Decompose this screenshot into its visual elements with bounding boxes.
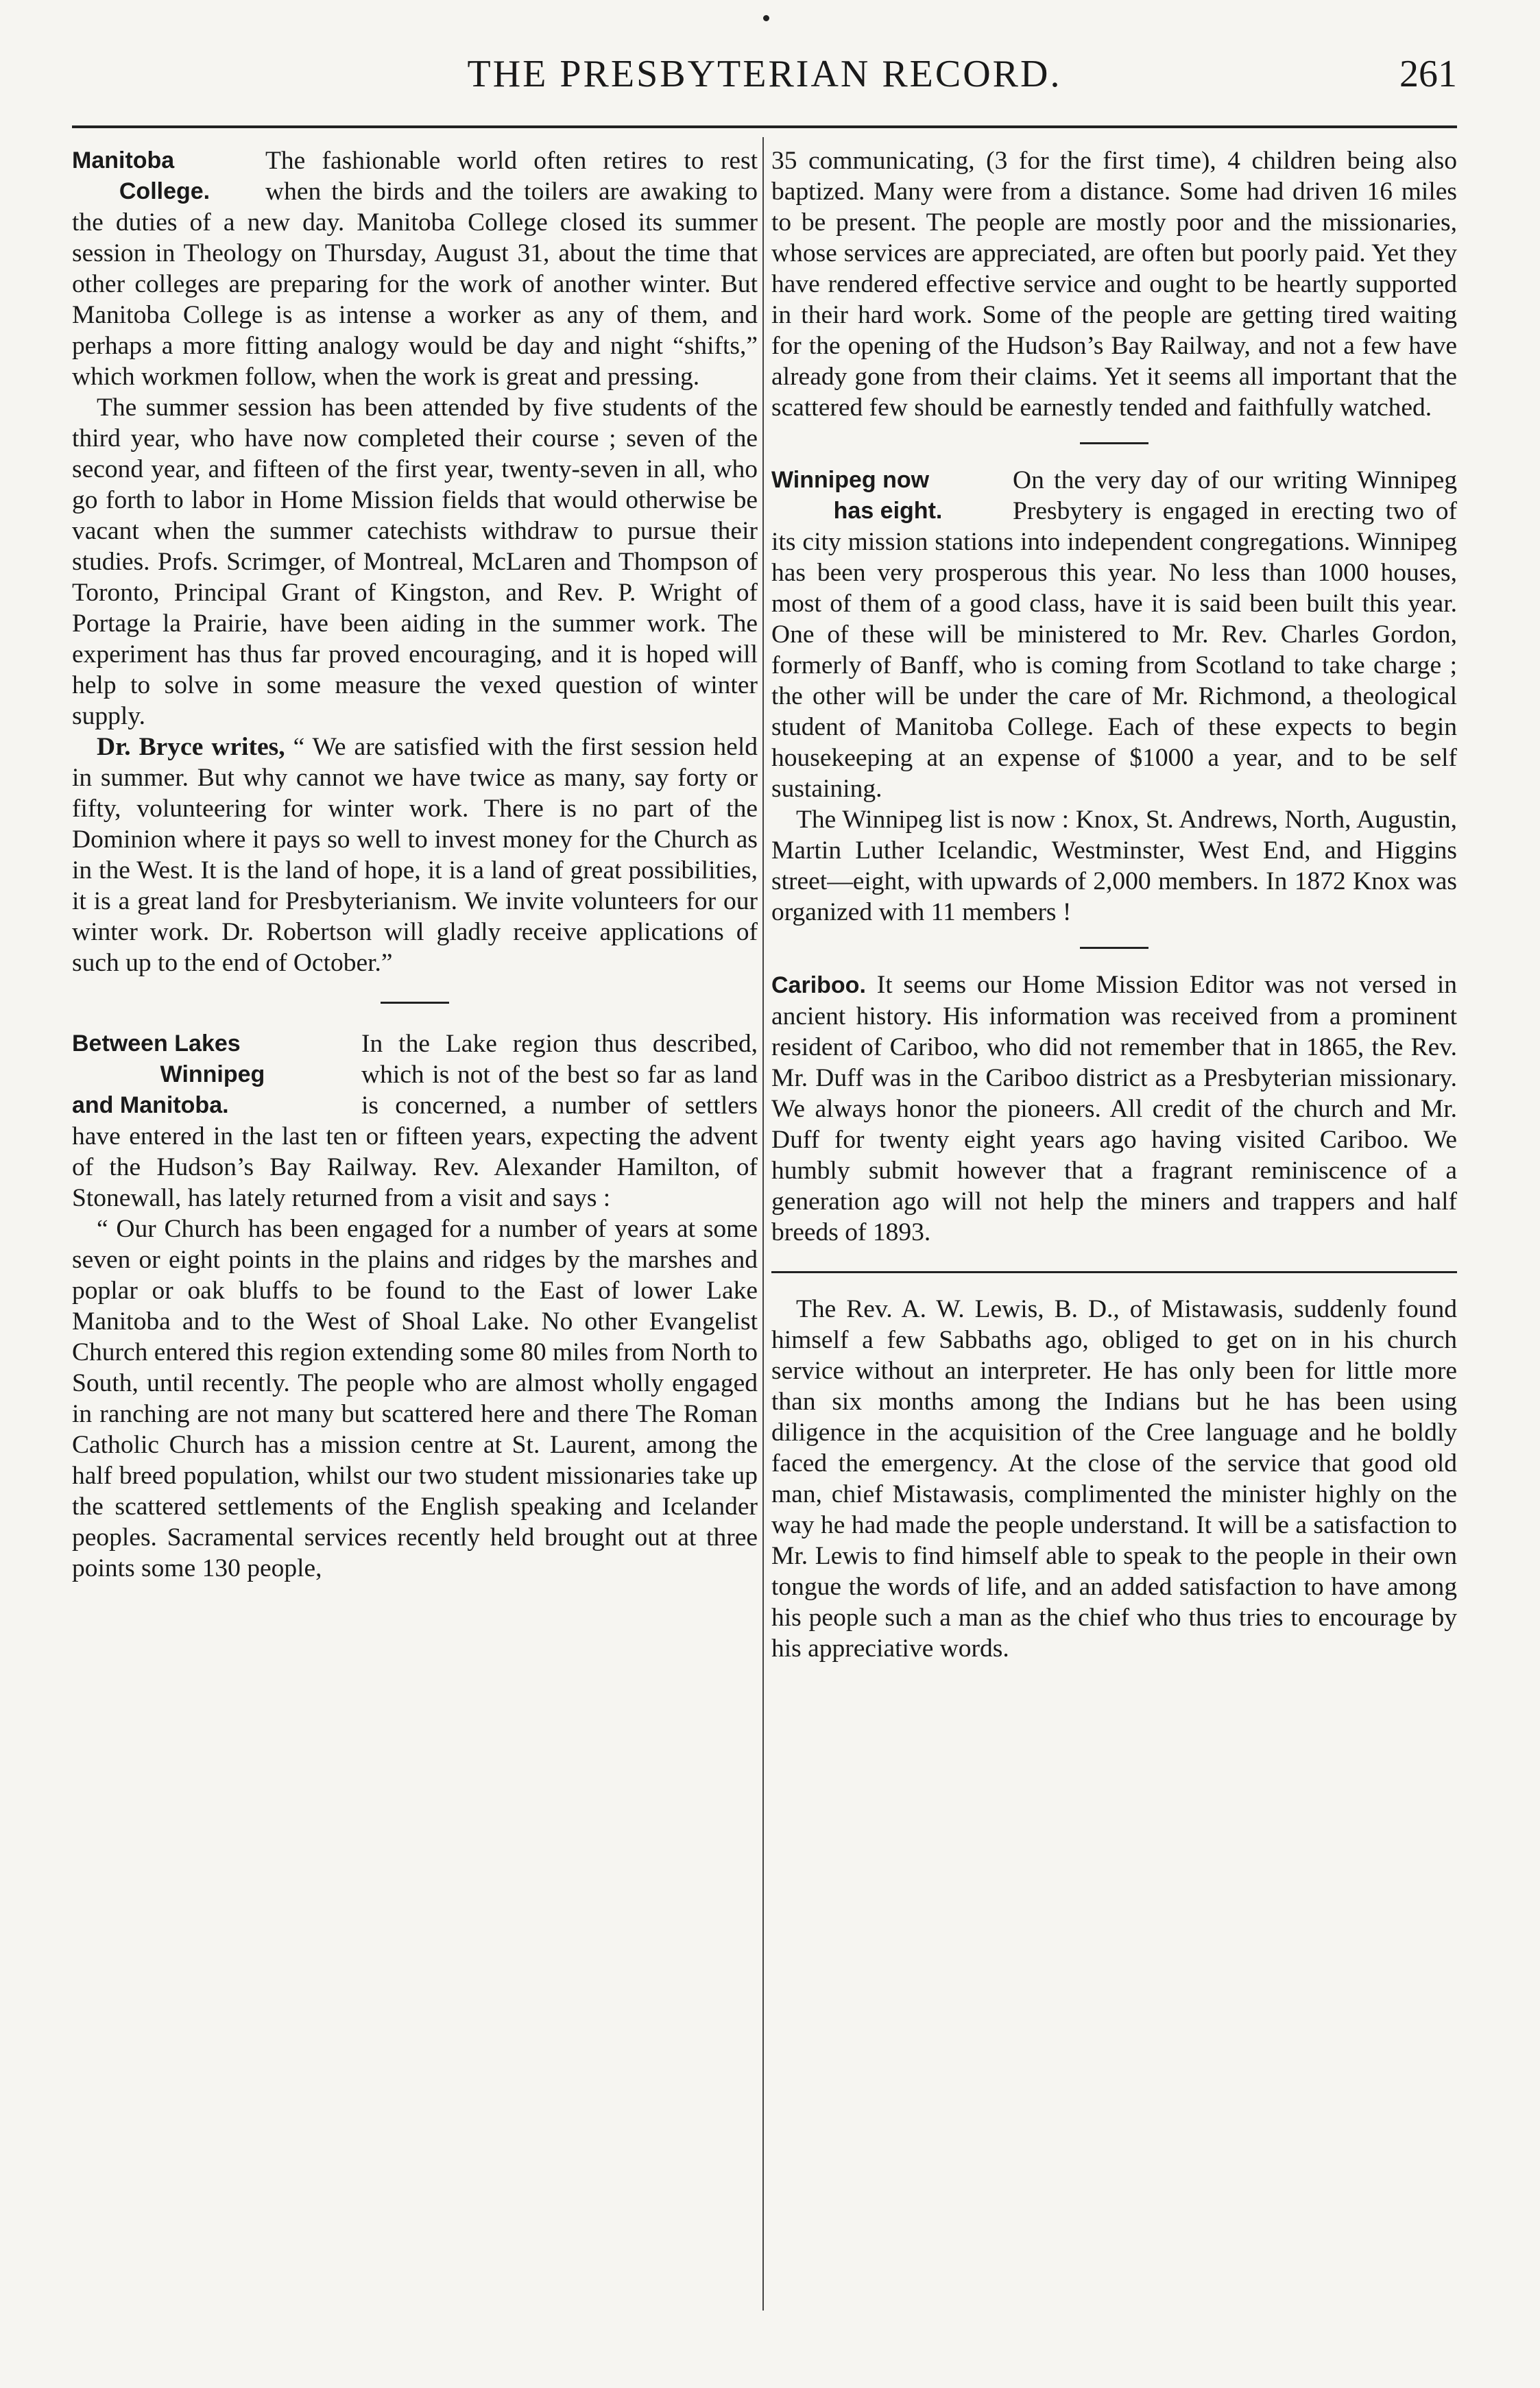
paragraph bbox=[771, 969, 1457, 1248]
paragraph-text: It seems our Home Mission Editor was not versed in ancient history. His information was received from a prominent resident of Cariboo, who did not remember that in 1865, the Rev. Mr. Duff was in the Cariboo district as a Presbyterian missionary. We always honor the pioneers. All credit of the church and Mr. Duff for twenty eight years ago having visited Cariboo. We humbly submit however that a fragrant reminiscence of a generation ago will not help the miners and trappers and half breeds of 1893. bbox=[771, 971, 1457, 1246]
sidehead-line: Winnipeg bbox=[160, 1061, 265, 1087]
page-header bbox=[72, 43, 1457, 111]
sidehead-line: Manitoba bbox=[72, 147, 175, 173]
article-between-lakes bbox=[72, 1028, 758, 1584]
column-separator bbox=[762, 137, 764, 2311]
paragraph: 35 communicating, (3 for the first time), 4 children being also baptized. Many were from a distance. Some had driven 16 miles to be present. The people are mostly poor and the missionaries, whose services are appreciated, are often but poorly paid. Yet they have rendered effective service and ought to be heartly supported in their hard work. Some of the people are getting tired waiting for the opening of the Hudson’s Bay Railway, and not a few have already gone from their claims. Yet it seems all important that the scattered few should be earnestly tended and faithfully watched. bbox=[771, 147, 1457, 422]
article-manitoba-college bbox=[72, 145, 758, 978]
sidehead-between-lakes bbox=[72, 1028, 353, 1121]
paragraph: The Winnipeg list is now : Knox, St. Andrews, North, Augustin, Martin Luther Icelandic, Westminster, West End, and Higgins street—eight, with upwards of 2,000 members. In 1872 Knox was organized with 11 members ! bbox=[771, 806, 1457, 926]
sidehead-line: Winnipeg now bbox=[771, 467, 930, 493]
paragraph-lead: Cariboo. bbox=[771, 972, 866, 998]
paragraph bbox=[72, 732, 758, 978]
left-column bbox=[72, 145, 758, 1584]
paragraph: On the very day of our writing Winnipeg Presbytery is engaged in erecting two of its city mission stations into independent congregations. Winnipeg has been very prosperous this year. No less than 1000 houses, most of them of a good class, have it is said been built this year. One of these will be ministered to Mr. Rev. Charles Gordon, formerly of Banff, who is coming from Scotland to take charge ; the other will be under the care of Mr. Richmond, a theological student of Manitoba College. Each of these expects to begin housekeeping at an expense of $1000 a year, and to be self sustaining. bbox=[771, 466, 1457, 803]
paragraph-text: “ We are satisfied with the first session held in summer. But why cannot we have twice as many, say forty or fifty, volunteering for winter work. There is no part of the Dominion where it pays so well to invest money for the Church as in the West. It is the land of hope, it is a land of great possibilities, it is a great land for Presbyterianism. We invite volunteers for our winter work. Dr. Robertson will gladly receive applications of such up to the end of October.” bbox=[72, 733, 758, 977]
paragraph: The summer session has been attended by five students of the third year, who have now completed their course ; seven of the second year, and fifteen of the first year, twenty-seven in all, who go forth to labor in Home Mission fields that would otherwise be vacant when the summer catechists withdraw to pursue their studies. Profs. Scrimger, of Montreal, McLaren and Thompson of Toronto, Principal Grant of Kingston, and Rev. P. Wright of Portage la Prairie, have been aiding in the summer work. The experiment has thus far proved encouraging, and it is hoped will help to solve in some measure the vexed question of winter supply. bbox=[72, 394, 758, 730]
sidehead-line: Between Lakes bbox=[72, 1030, 241, 1057]
paragraph: “ Our Church has been engaged for a number of years at some seven or eight points in the plains and ridges by the marshes and poplar or oak bluffs to be found to the East of lower Lake Manitoba and to the West of Shoal Lake. No other Evangelist Church entered this region extending some 80 miles from North to South, until recently. The people who are almost wholly engaged in ranching are not many but scattered here and there The Roman Catholic Church has a mission centre at St. Laurent, among the half breed population, whilst our two student missionaries take up the scattered settlements of the English speaking and Icelander peoples. Sacramental services recently held brought out at three points some 130 people, bbox=[72, 1215, 758, 1582]
section-divider bbox=[1080, 442, 1148, 444]
right-column bbox=[771, 145, 1457, 1664]
header-rule bbox=[72, 125, 1457, 128]
article-cariboo bbox=[771, 969, 1457, 1248]
article-winnipeg bbox=[771, 465, 1457, 928]
paragraph: The fashionable world often retires to rest when the birds and the toilers are awaking to the duties of a new day. Manitoba College closed its summer session in Theology on Thursday, August 31, about the time that other colleges are preparing for the work of another winter. But Manitoba College is as intense a worker as any of them, and perhaps a more fitting analogy would be day and night “shifts,” which workmen follow, when the work is great and pressing. bbox=[72, 147, 758, 391]
section-divider bbox=[1080, 947, 1148, 949]
running-title: THE PRESBYTERIAN RECORD. bbox=[467, 53, 1062, 95]
paragraph-lead: Dr. Bryce writes, bbox=[97, 733, 285, 761]
article-lewis bbox=[771, 1294, 1457, 1664]
section-divider bbox=[771, 1271, 1457, 1273]
sidehead-line: College. bbox=[119, 178, 210, 204]
paragraph: In the Lake region thus described, which is not of the best so far as land is concerned, a number of settlers have entered in the last ten or fifteen years, expecting the advent of the Hudson’s Bay Railway. Rev. Alexander Hamilton, of Stonewall, has lately returned from a visit and says : bbox=[72, 1030, 758, 1212]
page-number: 261 bbox=[1399, 53, 1457, 95]
paragraph: The Rev. A. W. Lewis, B. D., of Mistawasis, suddenly found himself a few Sabbaths ago, obliged to get on in his church service without an interpreter. He has only been for little more than six months among the Indians but he has been using diligence in the acquisition of the Cree language and he boldly faced the emergency. At the close of the service that good old man, chief Mistawasis, complimented the minister highly on the way he had made the people understand. It will be a satisfaction to Mr. Lewis to find himself able to speak to the people in their own tongue the words of life, and an added satisfaction to have among his people such a man as the chief who thus tries to encourage by his appreciative words. bbox=[771, 1295, 1457, 1663]
sidehead-winnipeg bbox=[771, 465, 1004, 527]
sidehead-manitoba-college bbox=[72, 145, 257, 207]
section-divider bbox=[381, 1002, 449, 1004]
sidehead-line: and Manitoba. bbox=[72, 1092, 229, 1118]
sidehead-line: has eight. bbox=[833, 498, 943, 524]
page-dot-mark bbox=[763, 15, 769, 21]
